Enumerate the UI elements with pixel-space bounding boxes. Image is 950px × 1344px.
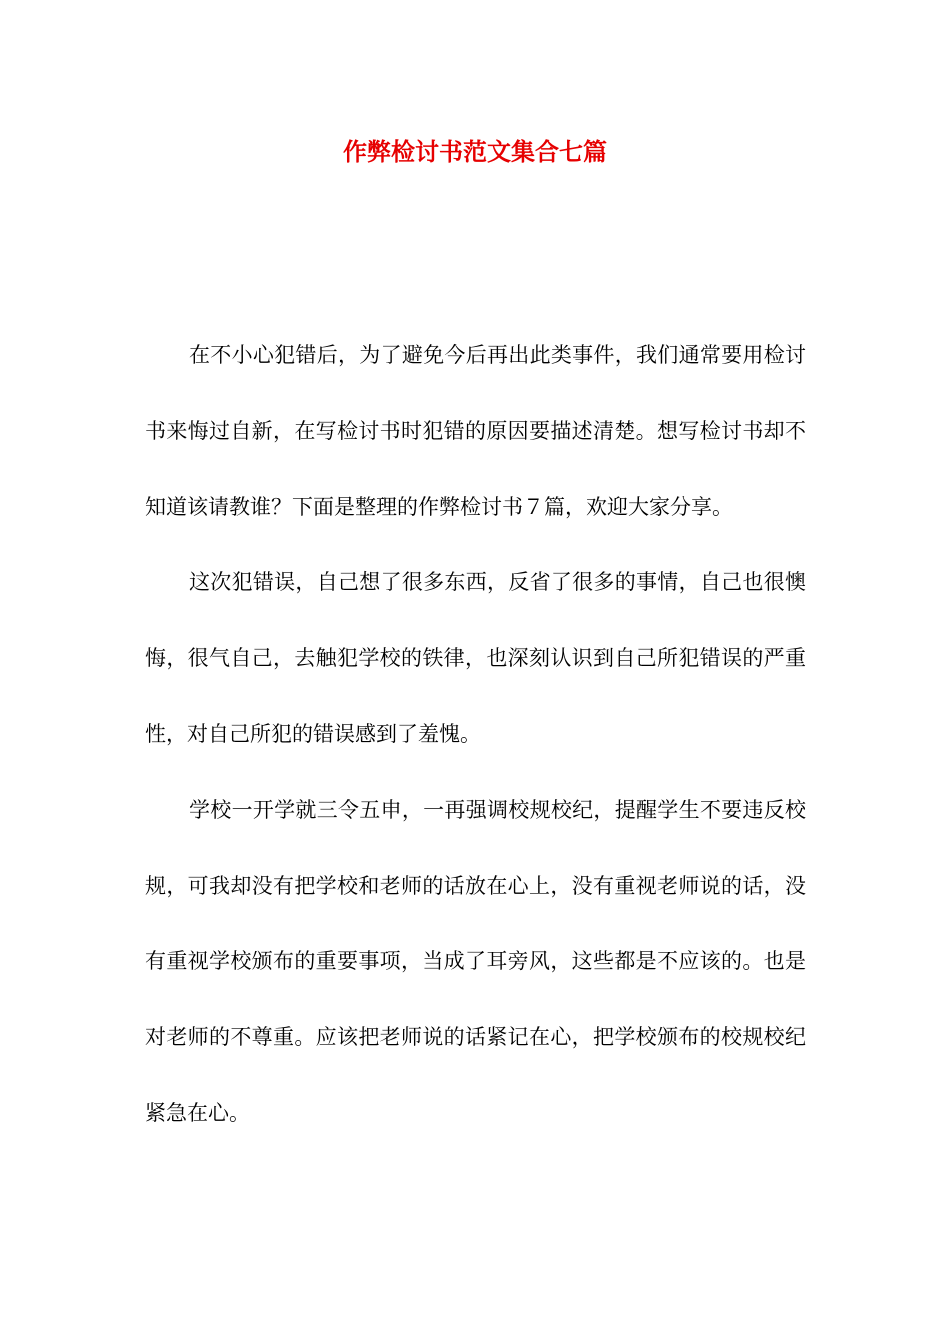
document-body: [145, 318, 806, 1152]
document-title: 作弊检讨书范文集合七篇: [343, 137, 607, 166]
paragraph-reflection: 这次犯错误，自己想了很多东西，反省了很多的事情，自己也很懊悔，很气自己，去触犯学校的铁律，也深刻认识到自己所犯错误的严重性，对自己所犯的错误感到了羞愧。: [145, 570, 806, 746]
paragraph-intro: 在不小心犯错后，为了避免今后再出此类事件，我们通常要用检讨书来悔过自新，在写检讨书时犯错的原因要描述清楚。想写检讨书却不知道该请教谁？下面是整理的作弊检讨书７篇，欢迎大家分享。: [145, 343, 806, 519]
paragraph-school-rules: 学校一开学就三令五申，一再强调校规校纪，提醒学生不要违反校规，可我却没有把学校和老师的话放在心上，没有重视老师说的话，没有重视学校颁布的重要事项，当成了耳旁风，这些都是不应该的。也是对老师的不尊重。应该把老师说的话紧记在心，把学校颁布的校规校纪紧急在心。: [145, 797, 806, 1125]
